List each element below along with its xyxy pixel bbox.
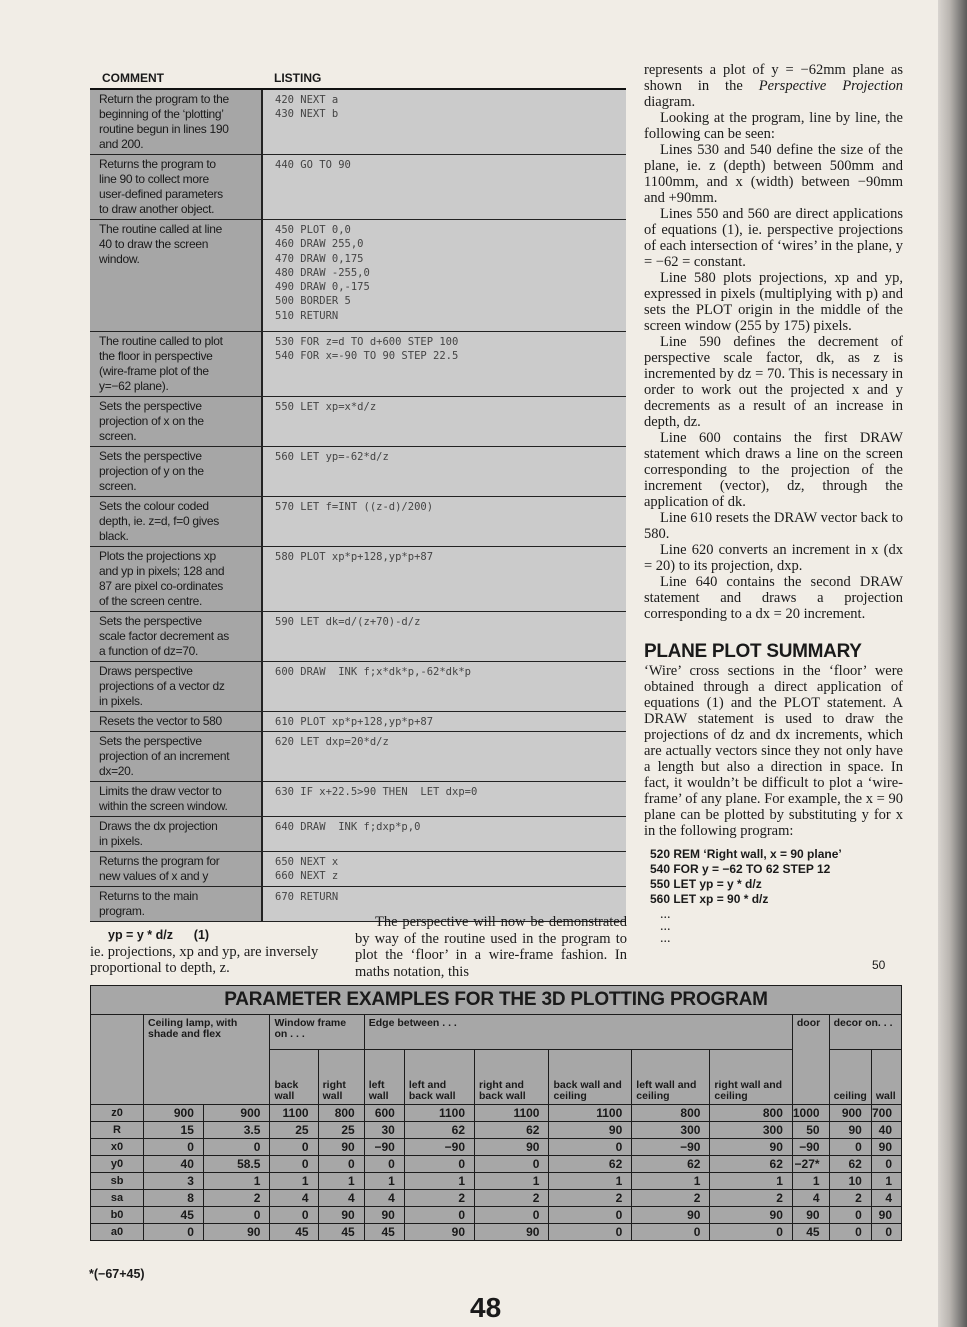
parameter-value: −27* — [792, 1156, 829, 1173]
comment-cell: The routine called to plot the floor in perspective (wire-frame plot of the y=−62 plane). — [90, 332, 262, 397]
parameter-value: 0 — [318, 1156, 364, 1173]
subheader-cell: left wall — [364, 1050, 404, 1105]
parameter-row — [91, 1139, 902, 1156]
parameter-value: 0 — [203, 1139, 270, 1156]
parameter-value: 62 — [632, 1156, 710, 1173]
parameter-value: 0 — [549, 1224, 632, 1241]
parameter-value: 1100 — [475, 1105, 549, 1122]
code-cell: 620 LET dxp=20*d/z — [262, 732, 626, 782]
parameter-value: 45 — [364, 1224, 404, 1241]
parameter-label: sa — [91, 1190, 144, 1207]
listing-row — [90, 662, 626, 712]
parameter-value: 900 — [203, 1105, 270, 1122]
parameter-value: 800 — [710, 1105, 792, 1122]
parameter-value: 2 — [632, 1190, 710, 1207]
parameter-value: 0 — [270, 1156, 318, 1173]
parameter-value: 1 — [549, 1173, 632, 1190]
parameter-value: 10 — [829, 1173, 871, 1190]
parameter-value: 300 — [710, 1122, 792, 1139]
parameter-value: 45 — [318, 1224, 364, 1241]
parameter-value: 0 — [549, 1207, 632, 1224]
parameter-value: 0 — [549, 1139, 632, 1156]
code-cell: 640 DRAW INK f;dxp*p,0 — [262, 817, 626, 852]
parameter-value: 1 — [475, 1173, 549, 1190]
paragraph-4: Lines 550 and 560 are direct applications of equations (1), ie. perspective projections of each intersection of ‘wires’ in the plane, y = −62 = constant. — [644, 206, 903, 270]
subheader-cell: back wall and ceiling — [549, 1050, 632, 1105]
code-cell: 580 PLOT xp*p+128,yp*p+87 — [262, 547, 626, 612]
comment-cell: Sets the perspective projection of an increment dx=20. — [90, 732, 262, 782]
parameter-value: 0 — [829, 1207, 871, 1224]
comment-cell: The routine called at line 40 to draw the screen window. — [90, 220, 262, 332]
code-cell: 610 PLOT xp*p+128,yp*p+87 — [262, 712, 626, 732]
parameter-table-title: PARAMETER EXAMPLES FOR THE 3D PLOTTING PROGRAM — [91, 986, 902, 1015]
parameter-row — [91, 1190, 902, 1207]
parameter-label: R — [91, 1122, 144, 1139]
comment-cell: Return the program to the beginning of the ‘plotting’ routine begun in lines 190 and 200. — [90, 89, 262, 155]
parameter-value: 25 — [318, 1122, 364, 1139]
parameter-value: 90 — [364, 1207, 404, 1224]
continuation-dots: ... ... ... — [660, 907, 671, 946]
paragraph-1: represents a plot of y = −62mm plane as shown in the Perspective Projection diagram. — [644, 62, 903, 110]
parameter-value: 62 — [404, 1122, 474, 1139]
comment-cell: Returns the program for new values of x and y — [90, 852, 262, 887]
listing-row — [90, 712, 626, 732]
parameter-value: 90 — [792, 1207, 829, 1224]
comment-cell: Resets the vector to 580 — [90, 712, 262, 732]
paragraph-3: Lines 530 and 540 define the size of the plane, ie. z (depth) between 500mm and 1100mm, and x (width) between −90mm and +90mm. — [644, 142, 903, 206]
code-cell: 650 NEXT x 660 NEXT z — [262, 852, 626, 887]
listing-row — [90, 155, 626, 220]
listing-row — [90, 817, 626, 852]
parameter-value: 2 — [829, 1190, 871, 1207]
parameter-value: 600 — [364, 1105, 404, 1122]
subheader-cell: right and back wall — [475, 1050, 549, 1105]
listing-row — [90, 332, 626, 397]
paragraph-6: Line 590 defines the decrement of perspective scale factor, dk, as z is incremented by dz = 70. This is necessary in order to work out the projected x and y decrements as a result of an increase in depth, dz. — [644, 334, 903, 430]
parameter-row — [91, 1224, 902, 1241]
parameter-value: 40 — [144, 1156, 204, 1173]
code-cell: 440 GO TO 90 — [262, 155, 626, 220]
parameter-value: 58.5 — [203, 1156, 270, 1173]
parameter-value: 1100 — [549, 1105, 632, 1122]
parameter-value: 1100 — [270, 1105, 318, 1122]
group-window: Window frame on . . . — [270, 1015, 364, 1050]
parameter-value: −90 — [632, 1139, 710, 1156]
subheader-cell: left wall and ceiling — [632, 1050, 710, 1105]
parameter-value: 0 — [829, 1224, 871, 1241]
code-cell: 560 LET yp=-62*d/z — [262, 447, 626, 497]
parameter-value: 2 — [549, 1190, 632, 1207]
parameter-value: 900 — [829, 1105, 871, 1122]
parameter-value: 45 — [144, 1207, 204, 1224]
parameter-value: 90 — [549, 1122, 632, 1139]
parameter-value: 2 — [404, 1190, 474, 1207]
code-snippet: 520 REM ‘Right wall, x = 90 plane’ 540 FOR y = −62 TO 62 STEP 12 550 LET yp = y * d/z 560 LET xp = 90 * d/z — [650, 847, 842, 906]
parameter-value: 90 — [318, 1139, 364, 1156]
parameter-value: 15 — [144, 1122, 204, 1139]
parameter-label: sb — [91, 1173, 144, 1190]
parameter-label: a0 — [91, 1224, 144, 1241]
code-cell: 570 LET f=INT ((z-d)/200) — [262, 497, 626, 547]
parameter-label: y0 — [91, 1156, 144, 1173]
parameter-value: 1 — [632, 1173, 710, 1190]
right-column — [644, 62, 903, 945]
equation-1: yp = y * d/z (1) — [108, 928, 210, 942]
listing-row — [90, 397, 626, 447]
code-cell: 630 IF x+22.5>90 THEN LET dxp=0 — [262, 782, 626, 817]
parameter-value: 1 — [364, 1173, 404, 1190]
parameter-value: 0 — [144, 1139, 204, 1156]
listing-row — [90, 547, 626, 612]
parameter-value: 800 — [318, 1105, 364, 1122]
margin-number: 50 — [872, 958, 886, 972]
comment-cell: Draws perspective projections of a vector dz in pixels. — [90, 662, 262, 712]
parameter-row — [91, 1105, 902, 1122]
listing-row — [90, 732, 626, 782]
parameter-value: 90 — [404, 1224, 474, 1241]
parameter-table — [90, 985, 902, 1241]
parameter-row — [91, 1173, 902, 1190]
parameter-value: 1 — [270, 1173, 318, 1190]
parameter-value: 0 — [475, 1156, 549, 1173]
parameter-value: 0 — [871, 1224, 901, 1241]
parameter-value: 1 — [203, 1173, 270, 1190]
code-cell: 670 RETURN — [262, 887, 626, 922]
code-cell: 450 PLOT 0,0 460 DRAW 255,0 470 DRAW 0,175 480 DRAW -255,0 490 DRAW 0,-175 500 BORDER 5 510 RETURN — [262, 220, 626, 332]
parameter-value: 700 — [871, 1105, 901, 1122]
group-edge: Edge between . . . — [364, 1015, 792, 1050]
comment-cell: Sets the colour coded depth, ie. z=d, f=0 gives black. — [90, 497, 262, 547]
parameter-value: 3.5 — [203, 1122, 270, 1139]
parameter-value: 62 — [829, 1156, 871, 1173]
parameter-value: 1 — [792, 1173, 829, 1190]
listing-column-header: LISTING — [262, 68, 626, 89]
paragraph-8: Line 610 resets the DRAW vector back to 580. — [644, 510, 903, 542]
parameter-value: 0 — [829, 1139, 871, 1156]
subheader-cell: wall — [871, 1050, 901, 1105]
comment-column-header: COMMENT — [90, 68, 262, 89]
subheader-cell: ceiling — [829, 1050, 871, 1105]
parameter-value: 0 — [364, 1156, 404, 1173]
comment-cell: Draws the dx projection in pixels. — [90, 817, 262, 852]
group-door: door — [792, 1015, 829, 1105]
parameter-value: 0 — [270, 1139, 318, 1156]
comment-cell: Returns to the main program. — [90, 887, 262, 922]
paragraph-11: ‘Wire’ cross sections in the ‘floor’ were obtained through a direct application of equations (1) and the PLOT statement. A DRAW statement is used to draw the projections of dz and dx increments, which are actually vectors since they not only have a length but also a direction in space. In fact, it wouldn’t be difficult to plot a ‘wire-frame’ of any plane. For example, the x = 90 plane can be plotted by substituting y for x in the following program: — [644, 663, 903, 839]
paragraph-5: Line 580 plots projections, xp and yp, expressed in pixels (multiplying with p) and sets the PLOT origin in the middle of the screen window (255 by 175) pixels. — [644, 270, 903, 334]
listing-row — [90, 220, 626, 332]
parameter-value: 800 — [632, 1105, 710, 1122]
parameter-value: 1 — [710, 1173, 792, 1190]
parameter-value: 45 — [270, 1224, 318, 1241]
group-decor: decor on. . . — [829, 1015, 901, 1050]
comment-cell: Sets the perspective scale factor decrement as a function of dz=70. — [90, 612, 262, 662]
parameter-value: 62 — [549, 1156, 632, 1173]
parameter-value: 40 — [871, 1122, 901, 1139]
parameter-value: 25 — [270, 1122, 318, 1139]
parameter-row — [91, 1122, 902, 1139]
group-lamp: Ceiling lamp, with shade and flex — [144, 1015, 270, 1105]
code-cell: 600 DRAW INK f;x*dk*p,-62*dk*p — [262, 662, 626, 712]
parameter-value: 4 — [364, 1190, 404, 1207]
parameter-value: 45 — [792, 1224, 829, 1241]
listing-table — [90, 68, 626, 922]
parameter-value: 4 — [270, 1190, 318, 1207]
parameter-value: −90 — [404, 1139, 474, 1156]
code-cell: 420 NEXT a 430 NEXT b — [262, 89, 626, 155]
footnote: *(−67+45) — [89, 1267, 145, 1281]
parameter-value: 4 — [871, 1190, 901, 1207]
parameter-value: 0 — [203, 1207, 270, 1224]
parameter-value: 0 — [270, 1207, 318, 1224]
parameter-value: −90 — [364, 1139, 404, 1156]
parameter-value: 4 — [318, 1190, 364, 1207]
parameter-value: 90 — [871, 1207, 901, 1224]
parameter-value: 0 — [475, 1207, 549, 1224]
parameter-value: 900 — [144, 1105, 204, 1122]
code-cell: 530 FOR z=d TO d+600 STEP 100 540 FOR x=-90 TO 90 STEP 22.5 — [262, 332, 626, 397]
parameter-row — [91, 1207, 902, 1224]
parameter-value: 30 — [364, 1122, 404, 1139]
listing-row — [90, 497, 626, 547]
parameter-value: 62 — [475, 1122, 549, 1139]
row-label-header — [91, 1015, 144, 1105]
subheader-cell: left and back wall — [404, 1050, 474, 1105]
parameter-value: −90 — [792, 1139, 829, 1156]
parameter-value: 2 — [475, 1190, 549, 1207]
parameter-value: 3 — [144, 1173, 204, 1190]
parameter-value: 4 — [792, 1190, 829, 1207]
parameter-value: 90 — [203, 1224, 270, 1241]
middle-body-text: The perspective will now be demonstrated by way of the routine used in the program to plot the ‘floor’ in a wire-frame fashion. In maths notation, this — [355, 914, 627, 980]
listing-row — [90, 89, 626, 155]
subheader-cell: back wall — [270, 1050, 318, 1105]
parameter-value: 90 — [710, 1139, 792, 1156]
parameter-value: 62 — [710, 1156, 792, 1173]
comment-cell: Limits the draw vector to within the screen window. — [90, 782, 262, 817]
paragraph-9: Line 620 converts an increment in x (dx = 20) to its projection, dxp. — [644, 542, 903, 574]
paragraph-2: Looking at the program, line by line, the following can be seen: — [644, 110, 903, 142]
subheader-cell: right wall — [318, 1050, 364, 1105]
parameter-value: 8 — [144, 1190, 204, 1207]
parameter-value: 90 — [632, 1207, 710, 1224]
parameter-row — [91, 1156, 902, 1173]
parameter-label: b0 — [91, 1207, 144, 1224]
parameter-value: 90 — [710, 1207, 792, 1224]
subheader-cell: right wall and ceiling — [710, 1050, 792, 1105]
parameter-value: 2 — [203, 1190, 270, 1207]
listing-row — [90, 612, 626, 662]
parameter-value: 0 — [632, 1224, 710, 1241]
paragraph-10: Line 640 contains the second DRAW statement and draws a projection corresponding to a dx = 20 increment. — [644, 574, 903, 622]
listing-row — [90, 447, 626, 497]
parameter-value: 0 — [710, 1224, 792, 1241]
parameter-label: z0 — [91, 1105, 144, 1122]
parameter-value: 2 — [710, 1190, 792, 1207]
comment-cell: Returns the program to line 90 to collect more user-defined parameters to draw another object. — [90, 155, 262, 220]
listing-row — [90, 782, 626, 817]
comment-cell: Sets the perspective projection of y on the screen. — [90, 447, 262, 497]
parameter-value: 90 — [475, 1139, 549, 1156]
parameter-value: 90 — [475, 1224, 549, 1241]
parameter-value: 1 — [404, 1173, 474, 1190]
parameter-value: 90 — [829, 1122, 871, 1139]
parameter-value: 300 — [632, 1122, 710, 1139]
parameter-value: 0 — [871, 1156, 901, 1173]
parameter-value: 0 — [404, 1207, 474, 1224]
listing-row — [90, 852, 626, 887]
code-cell: 590 LET dk=d/(z+70)-d/z — [262, 612, 626, 662]
page-binding-edge — [938, 0, 967, 1327]
parameter-value: 90 — [871, 1139, 901, 1156]
plane-plot-summary-heading: PLANE PLOT SUMMARY — [644, 641, 862, 662]
comment-cell: Plots the projections xp and yp in pixels; 128 and 87 are pixel co-ordinates of the screen centre. — [90, 547, 262, 612]
comment-cell: Sets the perspective projection of x on the screen. — [90, 397, 262, 447]
left-body-text: ie. projections, xp and yp, are inversely proportional to depth, z. — [90, 944, 319, 976]
parameter-value: 1000 — [792, 1105, 829, 1122]
code-cell: 550 LET xp=x*d/z — [262, 397, 626, 447]
parameter-value: 0 — [404, 1156, 474, 1173]
parameter-value: 1 — [318, 1173, 364, 1190]
parameter-value: 50 — [792, 1122, 829, 1139]
parameter-value: 90 — [318, 1207, 364, 1224]
page-number: 48 — [470, 1292, 502, 1323]
parameter-label: x0 — [91, 1139, 144, 1156]
parameter-value: 0 — [144, 1224, 204, 1241]
parameter-value: 1100 — [404, 1105, 474, 1122]
parameter-value: 1 — [871, 1173, 901, 1190]
paragraph-7: Line 600 contains the first DRAW statement which draws a line on the screen corresponding to the projection of the increment (vector), dz, through the application of dk. — [644, 430, 903, 510]
